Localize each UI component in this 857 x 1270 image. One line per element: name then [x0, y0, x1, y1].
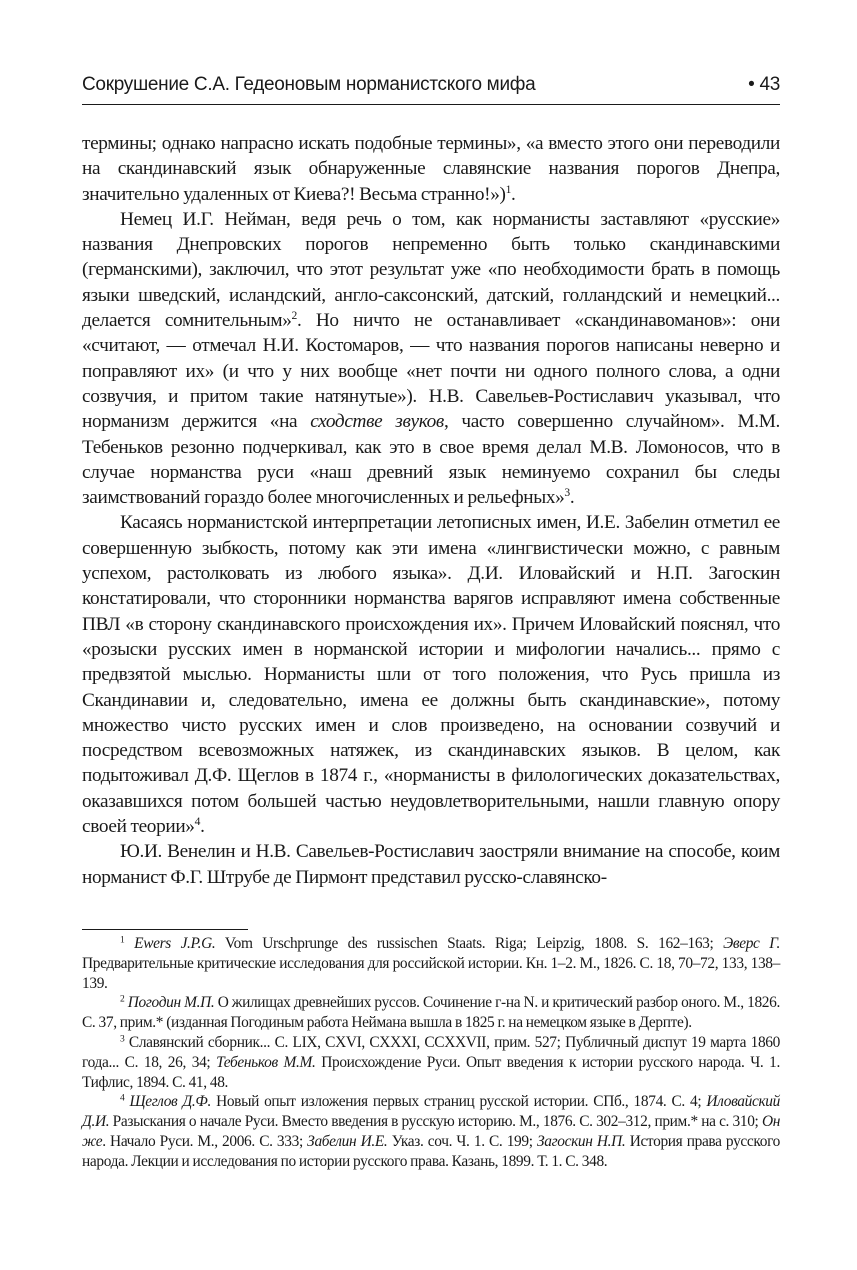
- header-rule: [82, 104, 780, 105]
- text-run: . Но ничто не останавливает «скандинавоманов»: они «считают, — отмечал Н.И. Костомаров, — что названия порогов написаны неверно и поправляют их» (и что у них вообще «нет почти ни одного полного слова, а одни созвучия, и притом такие натянутые»). Н.В. Савельев-Ростиславич указывал, что норманизм держится «на: [82, 310, 780, 433]
- footnote-ref: 1: [120, 934, 125, 946]
- paragraph: [82, 207, 780, 511]
- text-run: , часто совершенно случайном». М.М. Тебеньков резонно подчеркивал, как это в свое время делал М.В. Ломоносов, что в случае норманства руси «наш древний язык неминуемо сохранил бы следы заимствований гораздо более многочисленных и рельефных»: [82, 411, 780, 509]
- italic-text: Тебеньков М.М.: [216, 1053, 316, 1071]
- italic-text: Он же: [82, 1113, 780, 1150]
- italic-text: сходстве звуков: [310, 411, 444, 433]
- text-run: . Начало Руси. М., 2006. С. 333;: [102, 1132, 308, 1150]
- footnote-ref: 4: [194, 815, 201, 829]
- text-run: Предварительные критические исследования для российской истории. Кн. 1–2. М., 1826. С. 18, 70–72, 133, 138–139.: [82, 954, 780, 992]
- italic-text: Забелин И.Е.: [307, 1132, 388, 1150]
- footnote: [82, 934, 780, 993]
- italic-text: Ewers J.P.G.: [134, 935, 216, 952]
- italic-text: Эверс Г.: [723, 935, 780, 952]
- footnote: [82, 1033, 780, 1092]
- text-run: Разыскания о начале Руси. Вместо введения в русскую историю. М., 1876. С. 302–312, прим.* на с. 310;: [109, 1113, 762, 1131]
- footnote: [82, 993, 780, 1033]
- footnote-ref: 2: [291, 309, 297, 323]
- text-run: Новый опыт изложения первых страниц русской истории. СПб., 1874. С. 4;: [210, 1093, 707, 1111]
- text-run: термины; однако напрасно искать подобные термины», «а вместо этого они переводили на скандинавский язык обнаруженные славянские названия порогов Днепра, значительно удаленных от Киева?! Весьма странно!»): [82, 133, 780, 205]
- italic-text: Щеглов Д.Ф.: [129, 1093, 211, 1111]
- italic-text: Загоскин Н.П.: [536, 1132, 626, 1150]
- text-run: Указ. соч. Ч. 1. С. 199;: [387, 1132, 537, 1150]
- text-run: .: [200, 816, 205, 838]
- italic-text: Иловайский Д.И.: [82, 1093, 781, 1131]
- text-run: Немец И.Г. Нейман, ведя речь о том, как норманисты заставляют «русские» названия Днепровских порогов непременно быть только скандинавскими (германскими), заключил, что этот результат уже «по необходимости брать в помощь языки шведский, исландский, англо-саксонский, датский, голландский и немецкий... делается сомнительным»: [82, 208, 780, 332]
- footnote-ref: 1: [505, 182, 512, 196]
- text-run: Славянский сборник... С. LIX, CXVI, CXXXI, CCXXVII, прим. 527; Публичный диспут 19 марта 1860 года... С. 18, 26, 34;: [82, 1033, 780, 1071]
- text-run: Происхождение Руси. Опыт введения к истории русского народа. Ч. 1. Тифлис, 1894. С. 41, 48.: [82, 1053, 780, 1091]
- text-run: О жилищах древнейших руссов. Сочинение г-на N. и критический разбор оного. М., 1826. С. 37, прим.* (изданная Погодиным работа Неймана вышла в 1825 г. на немецком языке в Дерпте).: [82, 994, 780, 1032]
- text-run: История права русского народа. Лекции и исследования по истории русского права. Казань, 1899. Т. 1. С. 348.: [82, 1132, 780, 1170]
- text-run: Vom Urschprunge des russischen Staats. Riga; Leipzig, 1808. S. 162–163;: [215, 935, 724, 952]
- footnote-ref: 4: [120, 1092, 125, 1104]
- running-head-title: Сокрушение С.А. Гедеоновым норманистского мифа: [82, 74, 536, 95]
- text-run: Ю.И. Венелин и Н.В. Савельев-Ростиславич заостряли внимание на способе, коим норманист Ф.Г. Штрубе де Пирмонт представил русско-славянско-: [82, 841, 780, 888]
- text-run: .: [511, 183, 516, 205]
- italic-text: Погодин М.П.: [127, 994, 215, 1012]
- paragraph: [82, 839, 780, 890]
- footnote-ref: 2: [120, 993, 125, 1005]
- text-run: .: [569, 487, 575, 509]
- footnote-ref: 3: [564, 486, 570, 500]
- footnotes: [82, 934, 780, 1172]
- footnote-ref: 3: [120, 1033, 125, 1045]
- text-run: Касаясь норманистской интерпретации летописных имен, И.Е. Забелин отметил ее совершенную зыбкость, потому как эти имена «лингвистически можно, с равным успехом, растолковать из любого языка». Д.И. Иловайский и Н.П. Загоскин констатировали, что сторонники норманства варягов исправляют имена собственные ПВЛ «в сторону скандинавского происхождения их». Причем Иловайский пояснял, что «розыски русских имен в норманской истории и мифологии начались... прямо с предвзятой мыслью. Норманисты шли от того положения, что Русь пришла из Скандинавии и, следовательно, имена ее должны быть скандинавские», потому множество чисто русских имен и слов произведено, на основании созвучий и посредством всевозможных натяжек, из скандинавских языков. В целом, как подытоживал Д.Ф. Щеглов в 1874 г., «норманисты в филологических доказательствах, оказавшихся потом большей частью неудовлетворительными, нашли главную опору своей теории»: [82, 512, 780, 838]
- footnote: [82, 1092, 780, 1171]
- paragraph: [82, 131, 780, 207]
- text-run: [124, 935, 134, 952]
- page-number: • 43: [748, 74, 780, 95]
- main-text: [82, 131, 780, 890]
- paragraph: [82, 510, 780, 839]
- footnote-separator: [82, 929, 248, 930]
- running-head: [82, 74, 780, 102]
